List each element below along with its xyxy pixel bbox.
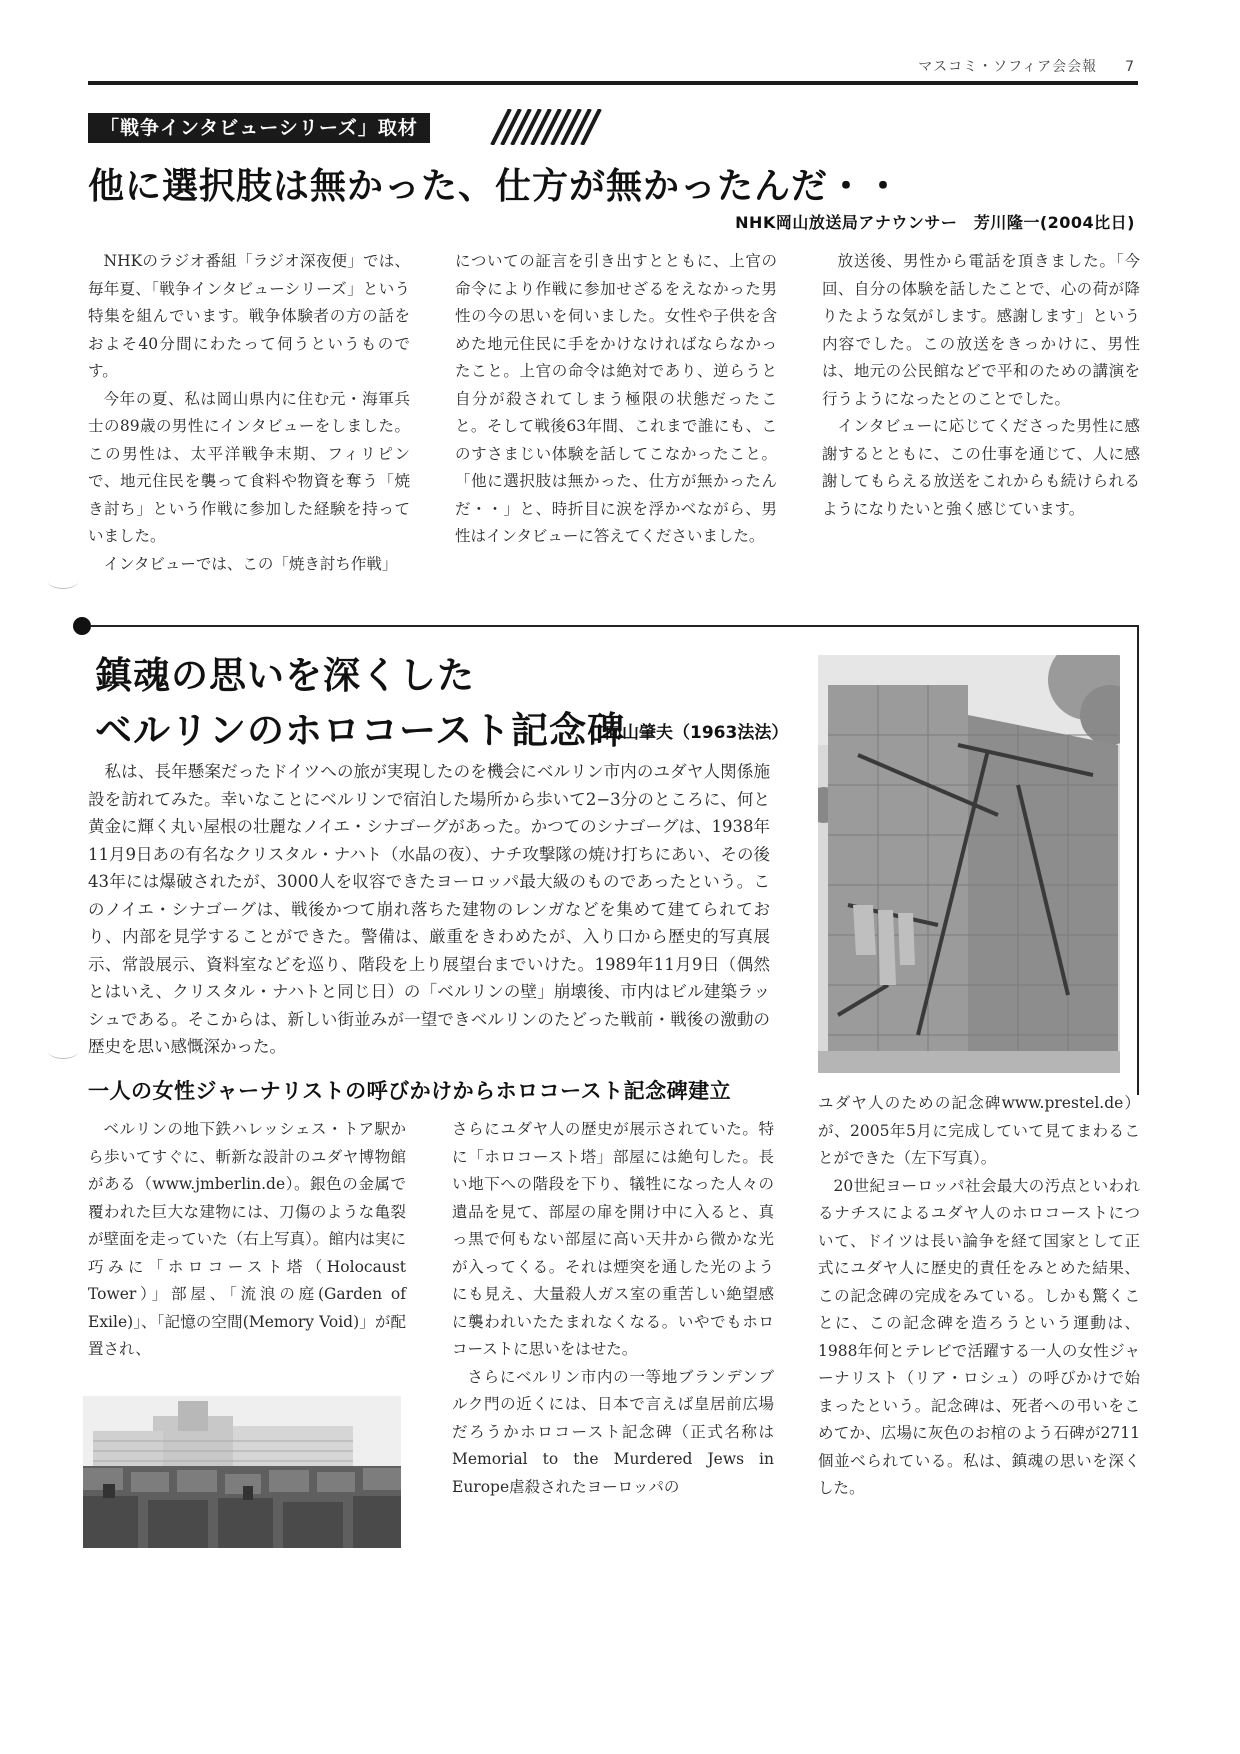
article2-subheading: 一人の女性ジャーナリストの呼びかけからホロコースト記念碑建立 xyxy=(88,1078,732,1103)
paragraph: についての証言を引き出すとともに、上官の命令により作戦に参加せざるをえなかった男性の今の思いを伺いました。女性や子供を含めた地元住民に手をかけなければならなかったこと。上官の命令は絶対であり、逆らうと自分が殺されてしまう極限の状態だったこと。そして戦後63年間、これまで誰にも、このすさまじい体験を話してこなかったこと。「他に選択肢は無かった、仕方が無かったんだ・・」と、時折目に涙を浮かべながら、男性はインタビューに答えてくださいました。 xyxy=(455,252,777,545)
paragraph: 今年の夏、私は岡山県内に住む元・海軍兵士の89歳の男性にインタビューをしました。この男性は、太平洋戦争末期、フィリピンで、地元住民を襲って食料や物資を奪う「焼き討ち」という作戦に参加した経験を持っていました。 xyxy=(88,389,410,545)
article2-headline-line1: 鎮魂の思いを深くした xyxy=(95,653,475,697)
holocaust-memorial-photo xyxy=(83,1396,401,1548)
article1-column-2 xyxy=(455,248,777,551)
article1-headline: 他に選択肢は無かった、仕方が無かったんだ・・ xyxy=(88,165,903,207)
paragraph: 私は、長年懸案だったドイツへの旅が実現したのを機会にベルリン市内のユダヤ人関係施設を訪れてみた。幸いなことにベルリンで宿泊した場所から歩いて2−3分のところに、何と黄金に輝く丸い屋根の壮麗なノイエ・シナゴーグがあった。かつてのシナゴーグは、1938年11月9日あの有名なクリスタル・ナハト（水晶の夜）、ナチ攻撃隊の焼け打ちにあい、その後43年には爆破されたが、3000人を収容できたヨーロッパ最大級のものであったという。このノイエ・シナゴーグは、戦後かつて崩れ落ちた建物のレンガなどを集めて建てられており、内部を見学することができた。警備は、厳重をきわめたが、入り口から歴史的写真展示、常設展示、資料室などを巡り、階段を上り展望台までいけた。1989年11月9日（偶然とはいえ、クリスタル・ナハトと同じ日）の「ベルリンの壁」崩壊後、市内はビル建築ラッシュである。そこからは、新しい街並みが一望できベルリンのたどった戦前・戦後の激動の歴史を思い感慨深かった。 xyxy=(88,762,770,1056)
page-number: 7 xyxy=(1125,59,1135,75)
series-label: 「戦争インタビューシリーズ」取材 xyxy=(88,113,430,143)
article2-byline: 向山肇夫（1963法法） xyxy=(605,723,789,743)
margin-mark xyxy=(48,1044,78,1059)
top-rule xyxy=(88,81,1138,85)
article1-column-3 xyxy=(822,248,1140,523)
article2-headline-line2: ベルリンのホロコースト記念碑 xyxy=(95,708,626,752)
paragraph: インタビューでは、この「焼き討ち作戦」 xyxy=(103,554,398,573)
paragraph: さらにベルリン市内の一等地ブランデンブルク門の近くには、日本で言えば皇居前広場だろうかホロコースト記念碑（正式名称はMemorial to the Murdered Jews in Europe虐殺されたヨーロッパの xyxy=(452,1367,774,1496)
hatch-decoration xyxy=(488,109,608,145)
article1-column-1 xyxy=(88,248,410,578)
paragraph: NHKのラジオ番組「ラジオ深夜便」では、毎年夏、「戦争インタビューシリーズ」という特集を組んでいます。戦争体験者の方の話をおよそ40分間にわたって伺うというものです。 xyxy=(88,252,410,380)
paragraph: インタビューに応じてくださった男性に感謝するとともに、この仕事を通じて、人に感謝してもらえる放送をこれからも続けられるようになりたいと強く感じています。 xyxy=(822,417,1140,518)
article2-column-2 xyxy=(452,1116,774,1501)
publication-name: マスコミ・ソフィア会会報 xyxy=(918,59,1098,75)
paragraph: さらにユダヤ人の歴史が展示されていた。特に「ホロコースト塔」部屋には絶句した。長い地下への階段を下り、犠牲になった人々の遺品を見て、部屋の扉を開け中に入ると、真っ黒で何もない部屋に高い天井から微かな光が入ってくる。それは煙突を通した光のようにも見え、大量殺人ガス室の重苦しい絶望感に襲われいたたまれなくなる。いやでもホロコーストに思いをはせた。 xyxy=(452,1120,774,1358)
running-header xyxy=(918,56,1135,76)
paragraph: ベルリンの地下鉄ハレッシェス・トア駅から歩いてすぐに、斬新な設計のユダヤ博物館がある（www.jmberlin.de）。銀色の金属で覆われた巨大な建物には、刀傷のような亀裂が壁面を走っていた（右上写真）。館内は実に巧みに「ホロコースト塔（Holocaust Tower）」部屋、「流浪の庭(Garden of Exile)」、「記憶の空間(Memory Void)」が配置され、 xyxy=(88,1120,406,1358)
jewish-museum-photo xyxy=(818,655,1120,1073)
article1-byline: NHK岡山放送局アナウンサー 芳川隆一(2004比日) xyxy=(735,213,1135,232)
paragraph: ユダヤ人のための記念碑www.prestel.de）が、2005年5月に完成していて見てまわることができた（左下写真）。 xyxy=(818,1094,1140,1167)
article2-column-3 xyxy=(818,1090,1140,1503)
margin-mark xyxy=(48,574,78,589)
article2-column-1 xyxy=(88,1116,406,1364)
paragraph: 放送後、男性から電話を頂きました。「今回、自分の体験を話したことで、心の荷が降りたような気がします。感謝します」という内容でした。この放送をきっかけに、男性は、地元の公民館などで平和のための講演を行うようになったとのことでした。 xyxy=(822,252,1140,408)
section-bullet-icon xyxy=(73,617,91,635)
paragraph: 20世紀ヨーロッパ社会最大の汚点といわれるナチスによるユダヤ人のホロコーストについて、ドイツは長い論争を経て国家として正式にユダヤ人に歴史的責任をみとめた結果、この記念碑の完成をみている。しかも驚くことに、この記念碑を造ろうという運動は、1988年何とテレビで活躍する一人の女性ジャーナリスト（リア・ロシュ）の呼びかけで始まったという。記念碑は、死者への弔いをこめてか、広場に灰色のお棺のよう石碑が2711個並べられている。私は、鎮魂の思いを深くした。 xyxy=(818,1176,1140,1497)
section-rule xyxy=(1137,625,1139,1095)
section-rule xyxy=(90,625,1138,627)
article2-intro xyxy=(88,758,770,1061)
